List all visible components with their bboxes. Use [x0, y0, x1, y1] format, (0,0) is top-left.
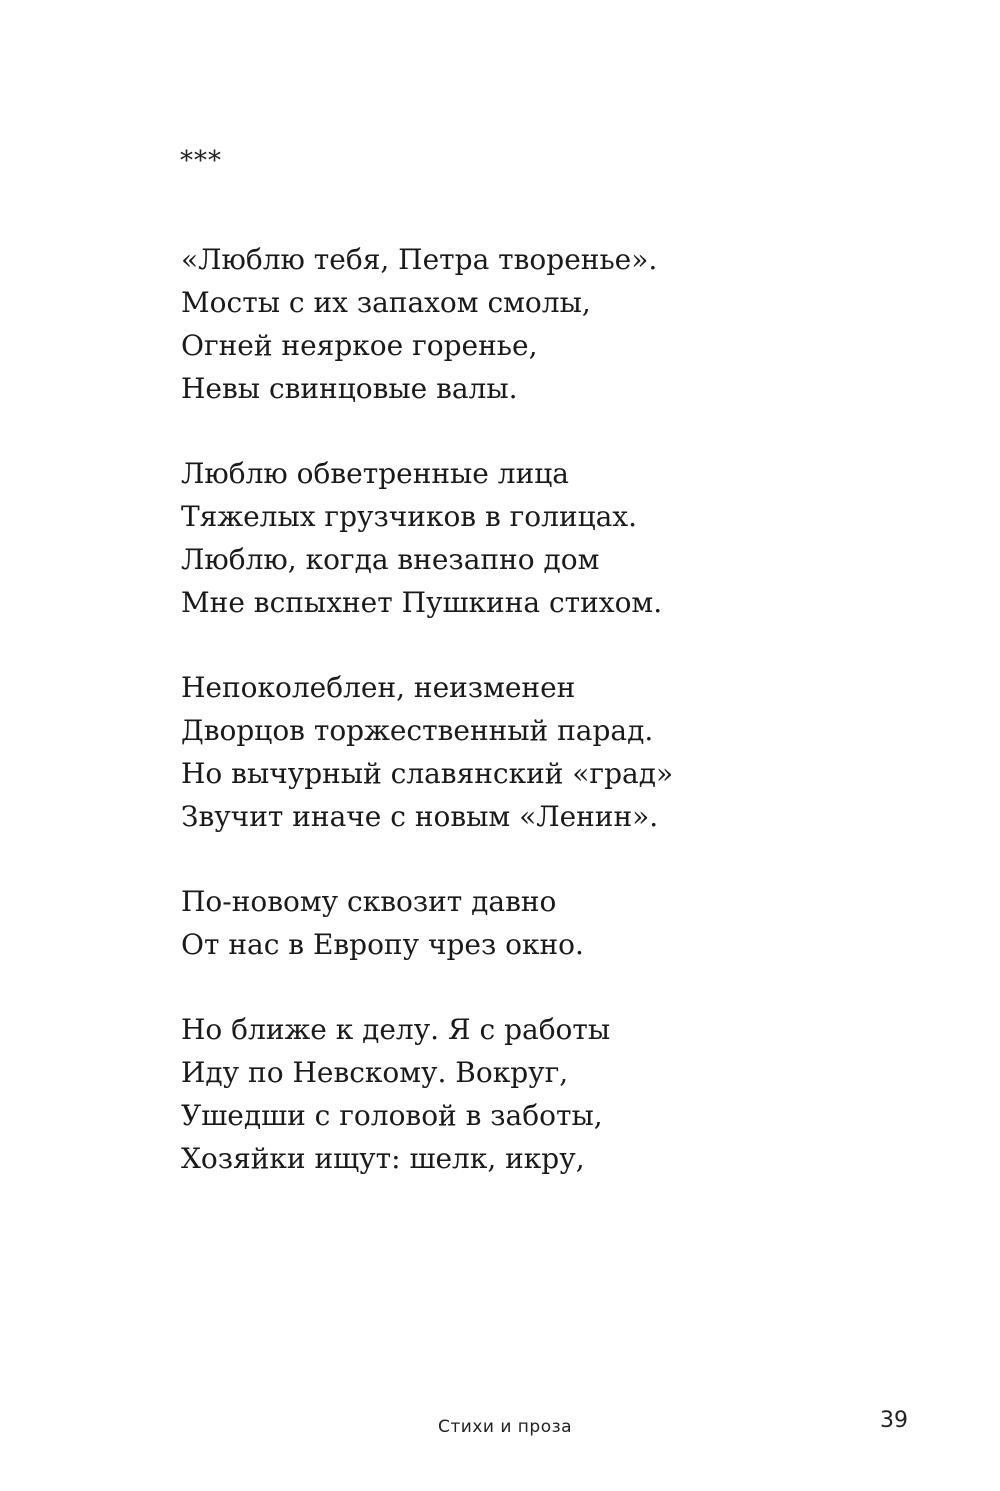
poem-line: Люблю обветренные лица [181, 457, 569, 490]
stanza [181, 880, 941, 966]
stanza [181, 666, 941, 838]
stanza [181, 452, 941, 624]
poem-line: Ушедши с головой в заботы, [181, 1099, 603, 1132]
poem-line: Но ближе к делу. Я с работы [181, 1013, 611, 1046]
page-number: 39 [880, 1408, 908, 1433]
poem-line: По-новому сквозит давно [181, 885, 557, 918]
poem-line: Огней неяркое горенье, [181, 329, 538, 362]
poem-line: Но вычурный славянский «град» [181, 757, 674, 790]
poem-line: Люблю, когда внезапно дом [181, 543, 600, 576]
poem-line: Звучит иначе с новым «Ленин». [181, 800, 659, 833]
poem-line: Мне вспыхнет Пушкина стихом. [181, 586, 663, 619]
section-mark: *** [180, 146, 222, 176]
stanza [181, 1008, 941, 1180]
poem-line: Непоколеблен, неизменен [181, 671, 576, 704]
poem-line: Хозяйки ищут: шелк, икру, [181, 1142, 585, 1175]
poem-line: Тяжелых грузчиков в голицах. [181, 500, 637, 533]
poem-line: Иду по Невскому. Вокруг, [181, 1056, 569, 1089]
poem-line: Дворцов торжественный парад. [181, 714, 654, 747]
poem-line: Мосты с их запахом смолы, [181, 286, 591, 319]
poem [181, 238, 941, 1222]
poem-line: От нас в Европу чрез окно. [181, 928, 584, 961]
running-footer-title: Стихи и проза [438, 1417, 573, 1437]
stanza [181, 238, 941, 410]
poem-line: «Люблю тебя, Петра творенье». [181, 243, 658, 276]
poem-line: Невы свинцовые валы. [181, 372, 518, 405]
